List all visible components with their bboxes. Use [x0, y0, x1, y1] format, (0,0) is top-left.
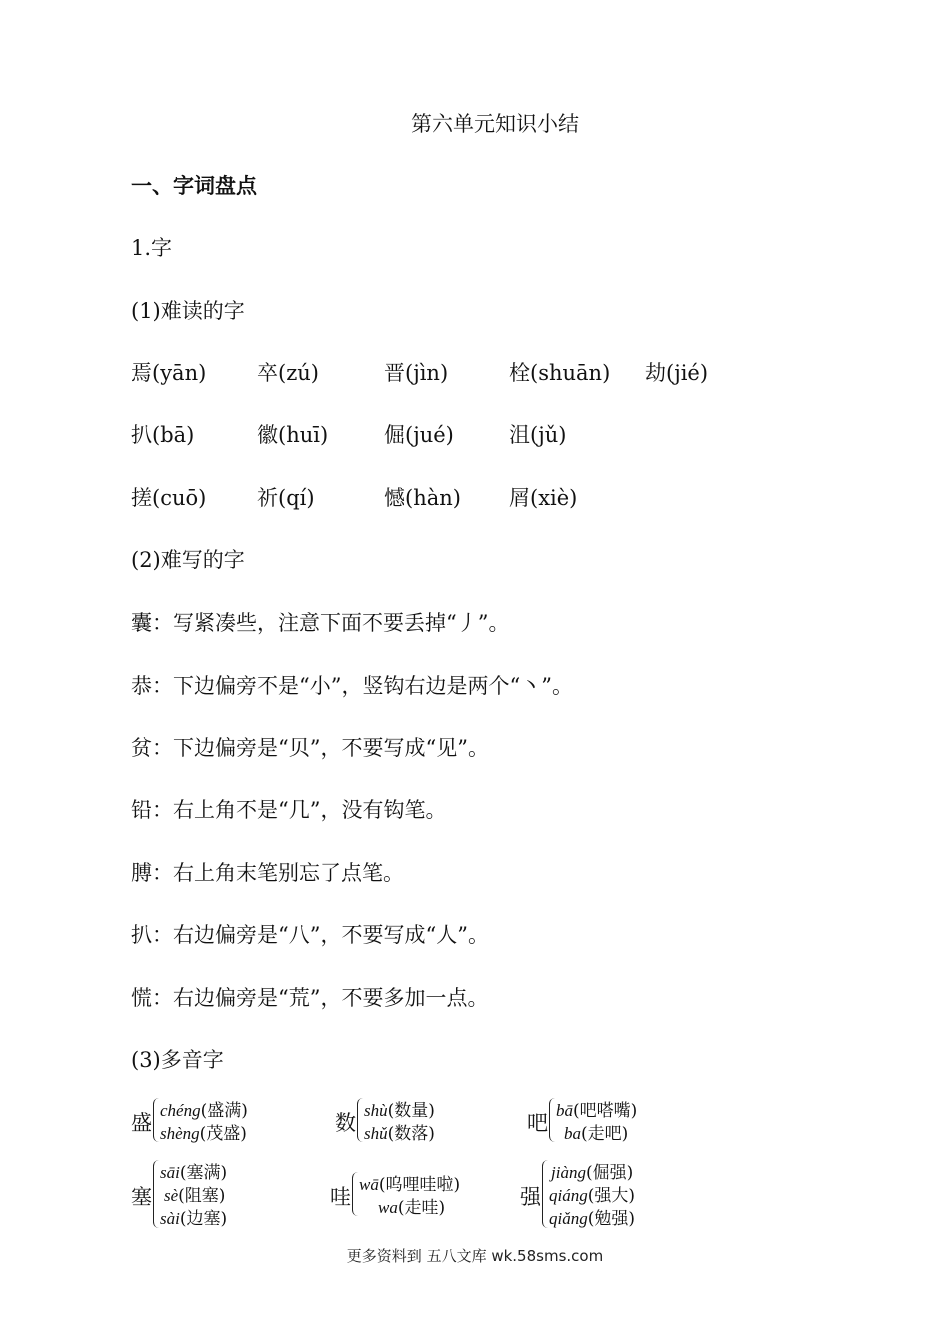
- brace-icon: [153, 1160, 159, 1228]
- polyphone-char: 塞: [131, 1185, 152, 1209]
- char-entry: 卒(zú): [257, 361, 319, 385]
- polyphone-char: 强: [520, 1185, 541, 1209]
- polyphone-group: [131, 1158, 311, 1230]
- reading: ba(走吧): [564, 1124, 629, 1144]
- polyphone-group: [520, 1158, 700, 1230]
- brace-icon: [542, 1160, 548, 1228]
- reading: shèng(茂盛): [160, 1124, 247, 1144]
- reading: qiǎng(勉强): [549, 1209, 635, 1229]
- subsection-heading: 1.字: [131, 236, 173, 260]
- section-heading: 一、字词盘点: [131, 174, 257, 198]
- reading: wā(呜哩哇啦): [359, 1175, 461, 1195]
- char-entry: 扒(bā): [131, 423, 195, 447]
- brace-icon: [357, 1098, 363, 1142]
- polyphone-char: 吧: [527, 1111, 548, 1135]
- hard-write-line: 铅：右上角不是“几”，没有钩笔。: [131, 798, 447, 822]
- polyphone-char: 哇: [330, 1185, 351, 1209]
- hard-write-line: 贫：下边偏旁是“贝”，不要写成“见”。: [131, 736, 489, 760]
- brace-icon: [352, 1172, 358, 1216]
- reading: bā(吧嗒嘴): [556, 1101, 638, 1121]
- hard-write-heading: (2)难写的字: [131, 548, 245, 572]
- char-entry: 焉(yān): [131, 361, 207, 385]
- hard-read-heading: (1)难读的字: [131, 299, 245, 323]
- char-entry: 祈(qí): [257, 486, 315, 510]
- footer-link[interactable]: 更多资料到 五八文库 wk.58sms.com: [346, 1247, 604, 1265]
- char-entry: 劫(jié): [645, 361, 709, 385]
- polyphone-group: [335, 1096, 495, 1146]
- hard-write-line: 膊：右上角末笔别忘了点笔。: [131, 861, 404, 885]
- reading: shǔ(数落): [364, 1124, 435, 1144]
- reading: sāi(塞满): [160, 1163, 228, 1183]
- polyphone-group: [330, 1170, 510, 1220]
- reading: jiàng(倔强): [551, 1163, 634, 1183]
- polyphone-group: [527, 1096, 697, 1146]
- hard-write-line: 扒：右边偏旁是“八”，不要写成“人”。: [131, 923, 489, 947]
- polyphone-char: 盛: [131, 1111, 152, 1135]
- hard-write-line: 囊：写紧凑些，注意下面不要丢掉“丿”。: [131, 611, 510, 635]
- reading: chéng(盛满): [160, 1101, 248, 1121]
- polyphone-heading: (3)多音字: [131, 1048, 224, 1072]
- char-entry: 栓(shuān): [509, 361, 611, 385]
- hard-write-line: 慌：右边偏旁是“荒”，不要多加一点。: [131, 986, 489, 1010]
- polyphone-group: [131, 1096, 311, 1146]
- polyphone-char: 数: [335, 1111, 356, 1135]
- reading: sài(边塞): [160, 1209, 228, 1229]
- hard-write-line: 恭：下边偏旁不是“小”，竖钩右边是两个“丶”。: [131, 674, 573, 698]
- page-title: 第六单元知识小结: [411, 112, 579, 136]
- char-entry: 憾(hàn): [384, 486, 461, 510]
- brace-icon: [153, 1098, 159, 1142]
- char-entry: 搓(cuō): [131, 486, 207, 510]
- reading: qiáng(强大): [549, 1186, 635, 1206]
- char-entry: 倔(jué): [384, 423, 454, 447]
- char-entry: 屑(xiè): [509, 486, 578, 510]
- reading: shù(数量): [364, 1101, 435, 1121]
- reading: wa(走哇): [378, 1198, 446, 1218]
- brace-icon: [549, 1098, 555, 1142]
- reading: sè(阻塞): [164, 1186, 226, 1206]
- char-entry: 晋(jìn): [384, 361, 449, 385]
- char-entry: 沮(jǔ): [509, 423, 567, 447]
- char-entry: 徽(huī): [257, 423, 329, 447]
